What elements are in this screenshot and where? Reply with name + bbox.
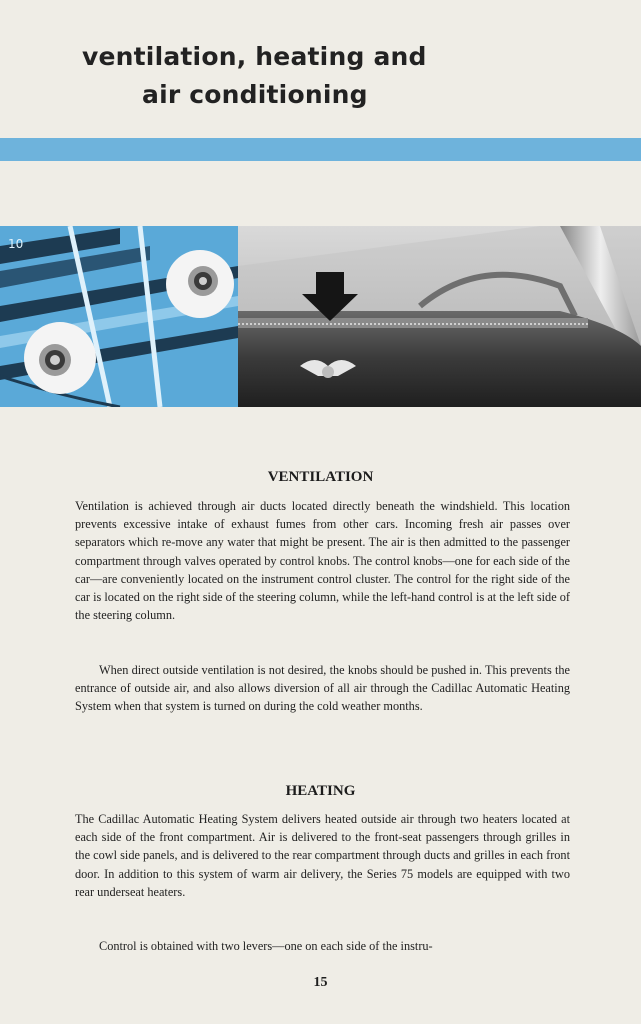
heating-heading: HEATING — [285, 783, 356, 799]
heating-paragraph-2: Control is obtained with two levers—one on each side of the instru- — [99, 939, 433, 953]
illustration-strip — [0, 226, 641, 407]
windshield-photo — [238, 226, 641, 407]
dashboard-illustration — [0, 226, 238, 407]
title-line-2: air conditioning — [142, 80, 368, 109]
title-line-1: ventilation, heating and — [82, 42, 427, 71]
ventilation-paragraph-1: Ventilation is achieved through air ducts located directly beneath the windshield. This location prevents excessive intake of exhaust fumes from other cars. Incoming fresh air passes over separators which re-move any water that might be present. The air is then admitted to the passenger compartment through valves operated by control knobs. The control knobs—one for each side of the car—are conveniently located on the instrument control cluster. The control for the right side of the car is located on the right side of the steering column, while the left-hand control is at the left side of the steering column. — [75, 499, 570, 623]
page-number: 15 — [313, 975, 328, 990]
svg-text:10: 10 — [8, 237, 24, 251]
ventilation-heading: VENTILATION — [267, 469, 374, 485]
illustration-svg — [0, 226, 641, 407]
blue-accent-band — [0, 138, 641, 161]
heating-paragraph-1: The Cadillac Automatic Heating System delivers heated outside air through two heaters located at each side of the front compartment. Air is delivered to the front-seat passengers through grilles in the cowl side panels, and is delivered to the rear compartment through ducts and grilles in each front door. In addition to this system of warm air delivery, the Series 75 models are equipped with two rear underseat heaters. — [75, 812, 570, 899]
page-title — [82, 38, 427, 114]
ventilation-paragraph-2: When direct outside ventilation is not desired, the knobs should be pushed in. This prevents the entrance of outside air, and also allows diversion of all air through the Cadillac Automatic Heating System when that system is turned on during the cold weather months. — [75, 663, 570, 714]
